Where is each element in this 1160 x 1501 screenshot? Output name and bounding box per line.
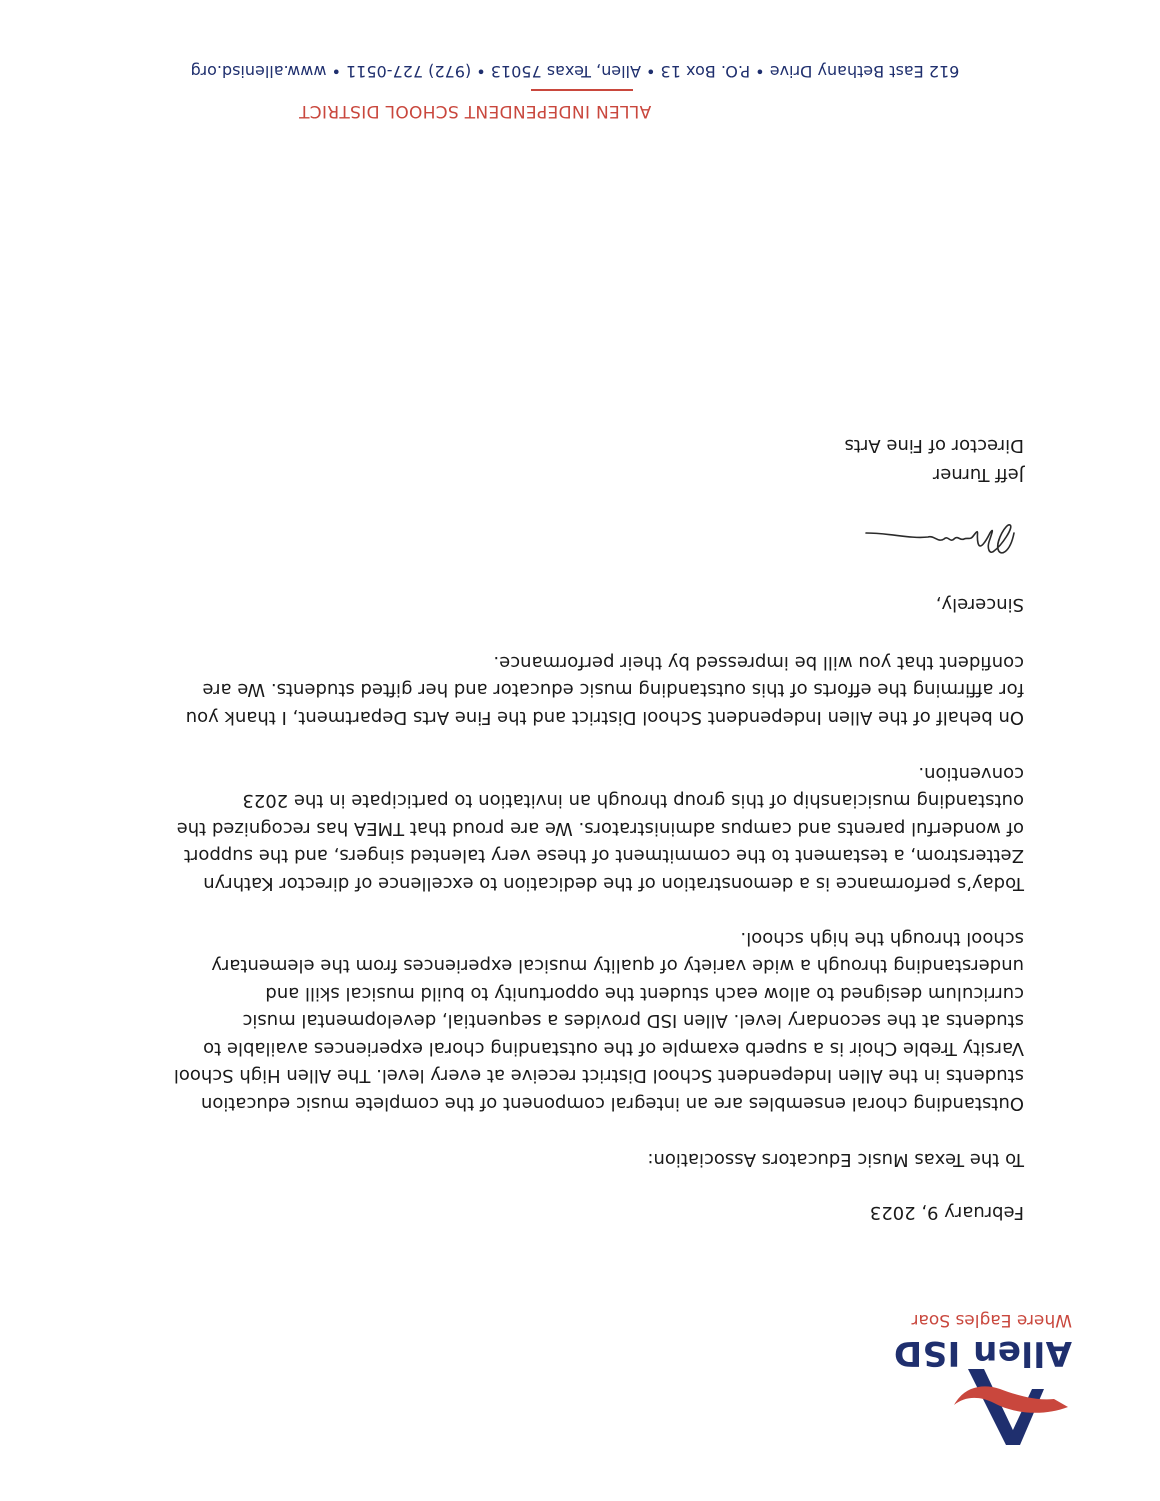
letter-date: February 9, 2023 — [869, 1202, 1024, 1223]
body-paragraph-3: On behalf of the Allen Independent School District and the Fine Arts Department, I thank you for affirming the efforts of this outstanding music educator and her gifted students. We are confident that you will be impressed by their performance. — [185, 652, 1024, 728]
body-paragraph-1: Outstanding choral ensembles are an integral component of the complete music education students in the Allen Independent School District receive at every level. The Allen High School Varsity Treble Choir is a superb example of the outstanding choral experiences available to students at the secondary level. Allen ISD provides a sequential, developmental music curriculum designed to allow each student the opportunity to build musical skill and understanding through a wide variety of quality musical experiences from the elementary school through the high school. — [173, 928, 1024, 1114]
eagle-a-logo-icon — [952, 1367, 1072, 1447]
letterhead-footer — [0, 62, 1160, 121]
logo-organization-name: Allen ISD — [893, 1333, 1072, 1373]
logo-wordmark — [893, 1309, 1072, 1373]
signer-name: Jeff Turner — [932, 464, 1024, 485]
footer-district-name: ALLEN INDEPENDENT SCHOOL DISTRICT — [298, 101, 652, 121]
body-paragraph-2: Today’s performance is a demonstration of the dedication to excellence of director Kathryn Zetterstrom, a testament to the commitment of these very talented singers, and the support of wonderful parents and campus administrators. We are proud that TMEA has recognized the outstanding musicianship of this group through an invitation to participate in the 2023 convention. — [176, 763, 1024, 894]
signer-title: Director of Fine Arts — [844, 435, 1024, 456]
logo-tagline: Where Eagles Soar — [911, 1310, 1072, 1330]
footer-address: 612 East Bethany Drive • P.O. Box 13 • Allen, Texas 75013 • (972) 727-0511 • www.allenisd.org — [190, 62, 960, 81]
handwritten-signature — [860, 515, 1020, 563]
footer-divider — [531, 89, 633, 91]
salutation: To the Texas Music Educators Association: — [647, 1149, 1024, 1170]
closing: Sincerely, — [935, 594, 1024, 615]
